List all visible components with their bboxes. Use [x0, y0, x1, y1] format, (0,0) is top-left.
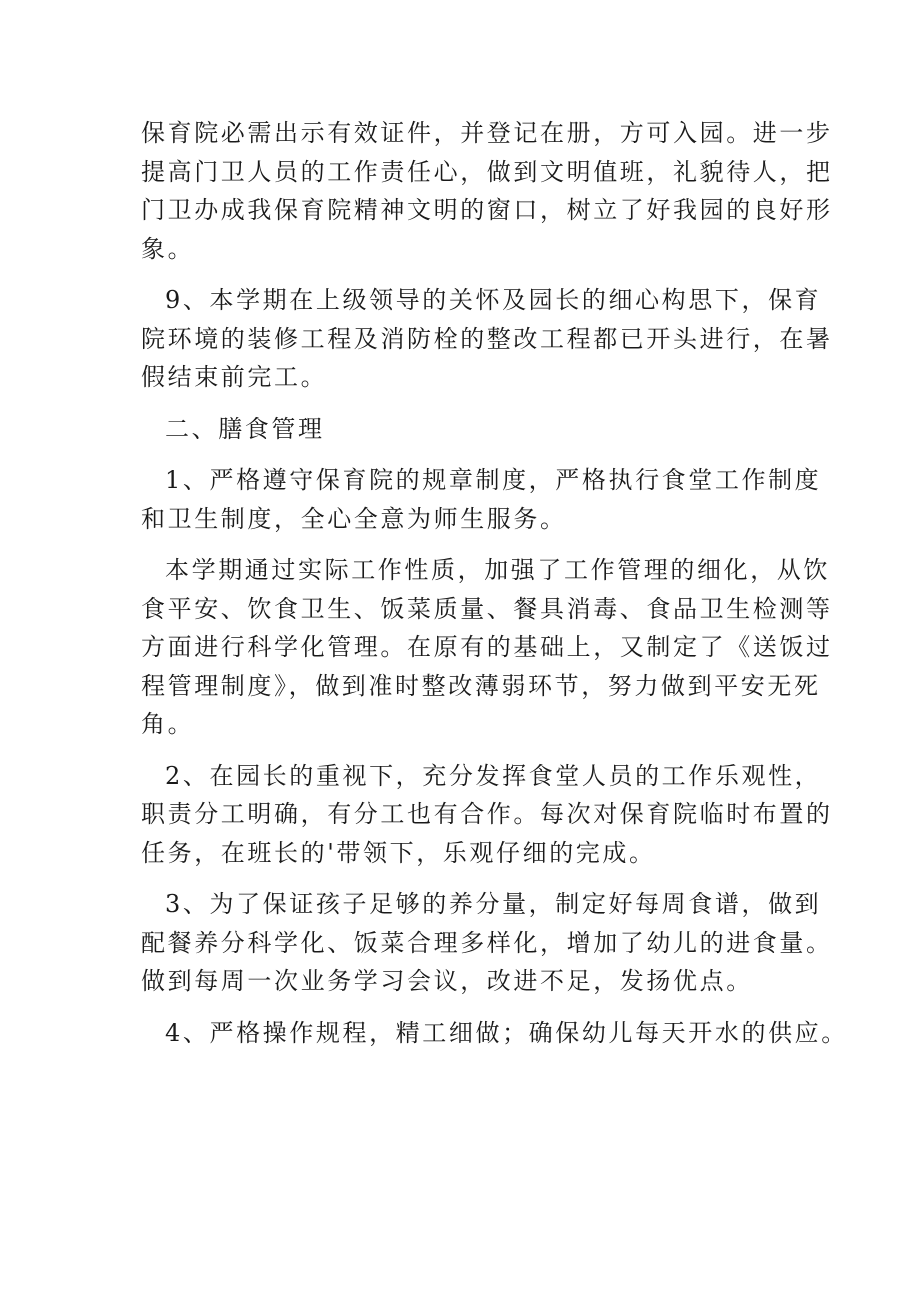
- document-body: [141, 114, 848, 1065]
- text-line: 程管理制度》，做到准时整改薄弱环节，努力做到平安无死: [141, 671, 821, 700]
- text-line: 做到每周一次业务学习会议，改进不足，发扬优点。: [141, 967, 753, 995]
- paragraph-item-4: [141, 1014, 848, 1053]
- text-line: 3、为了保证孩子足够的养分量，制定好每周食谱，做到: [165, 890, 822, 918]
- text-line: 9、本学期在上级领导的关怀及园长的细心构思下，保育: [165, 286, 822, 314]
- paragraph-entry-registration: [141, 114, 833, 268]
- text-line: 配餐养分科学化、饭菜合理多样化，增加了幼儿的进食量。: [141, 928, 833, 957]
- text-line: 假结束前完工。: [141, 363, 328, 391]
- text-line: 门卫办成我保育院精神文明的窗口，树立了好我园的良好形: [141, 196, 833, 224]
- text-line: 职责分工明确，有分工也有合作。每次对保育院临时布置的: [141, 800, 833, 828]
- text-line: 1、严格遵守保育院的规章制度，严格执行食堂工作制度: [165, 466, 822, 494]
- section-heading-meal-management: [141, 410, 811, 449]
- paragraph-item-2: [141, 757, 833, 873]
- paragraph-item-9: [141, 281, 833, 397]
- text-line: 本学期通过实际工作性质，加强了工作管理的细化，从饮: [165, 556, 830, 584]
- text-line: 院环境的装修工程及消防栓的整改工程都已开头进行，在暑: [141, 324, 833, 353]
- text-line: 食平安、饮食卫生、饭菜质量、餐具消毒、食品卫生检测等: [141, 594, 833, 623]
- text-line: 象。: [141, 234, 195, 263]
- text-line: 4、严格操作规程，精工细做；确保幼儿每天开水的供应。: [165, 1018, 848, 1047]
- paragraph-item-1: [141, 461, 822, 538]
- paragraph-semester-work: [141, 551, 833, 744]
- paragraph-item-3: [141, 885, 833, 1001]
- section-heading: 二、膳食管理: [165, 414, 325, 443]
- text-line: 任务，在班长的'带领下，乐观仔细的完成。: [141, 838, 656, 867]
- text-line: 2、在园长的重视下，充分发挥食堂人员的工作乐观性，: [165, 761, 822, 790]
- text-line: 角。: [141, 710, 195, 738]
- text-line: 提高门卫人员的工作责任心，做到文明值班，礼貌待人，把: [141, 157, 833, 186]
- text-line: 保育院必需出示有效证件，并登记在册，方可入园。进一步: [141, 119, 833, 147]
- text-line: 方面进行科学化管理。在原有的基础上，又制定了《送饭过: [141, 633, 833, 661]
- text-line: 和卫生制度，全心全意为师生服务。: [141, 504, 567, 533]
